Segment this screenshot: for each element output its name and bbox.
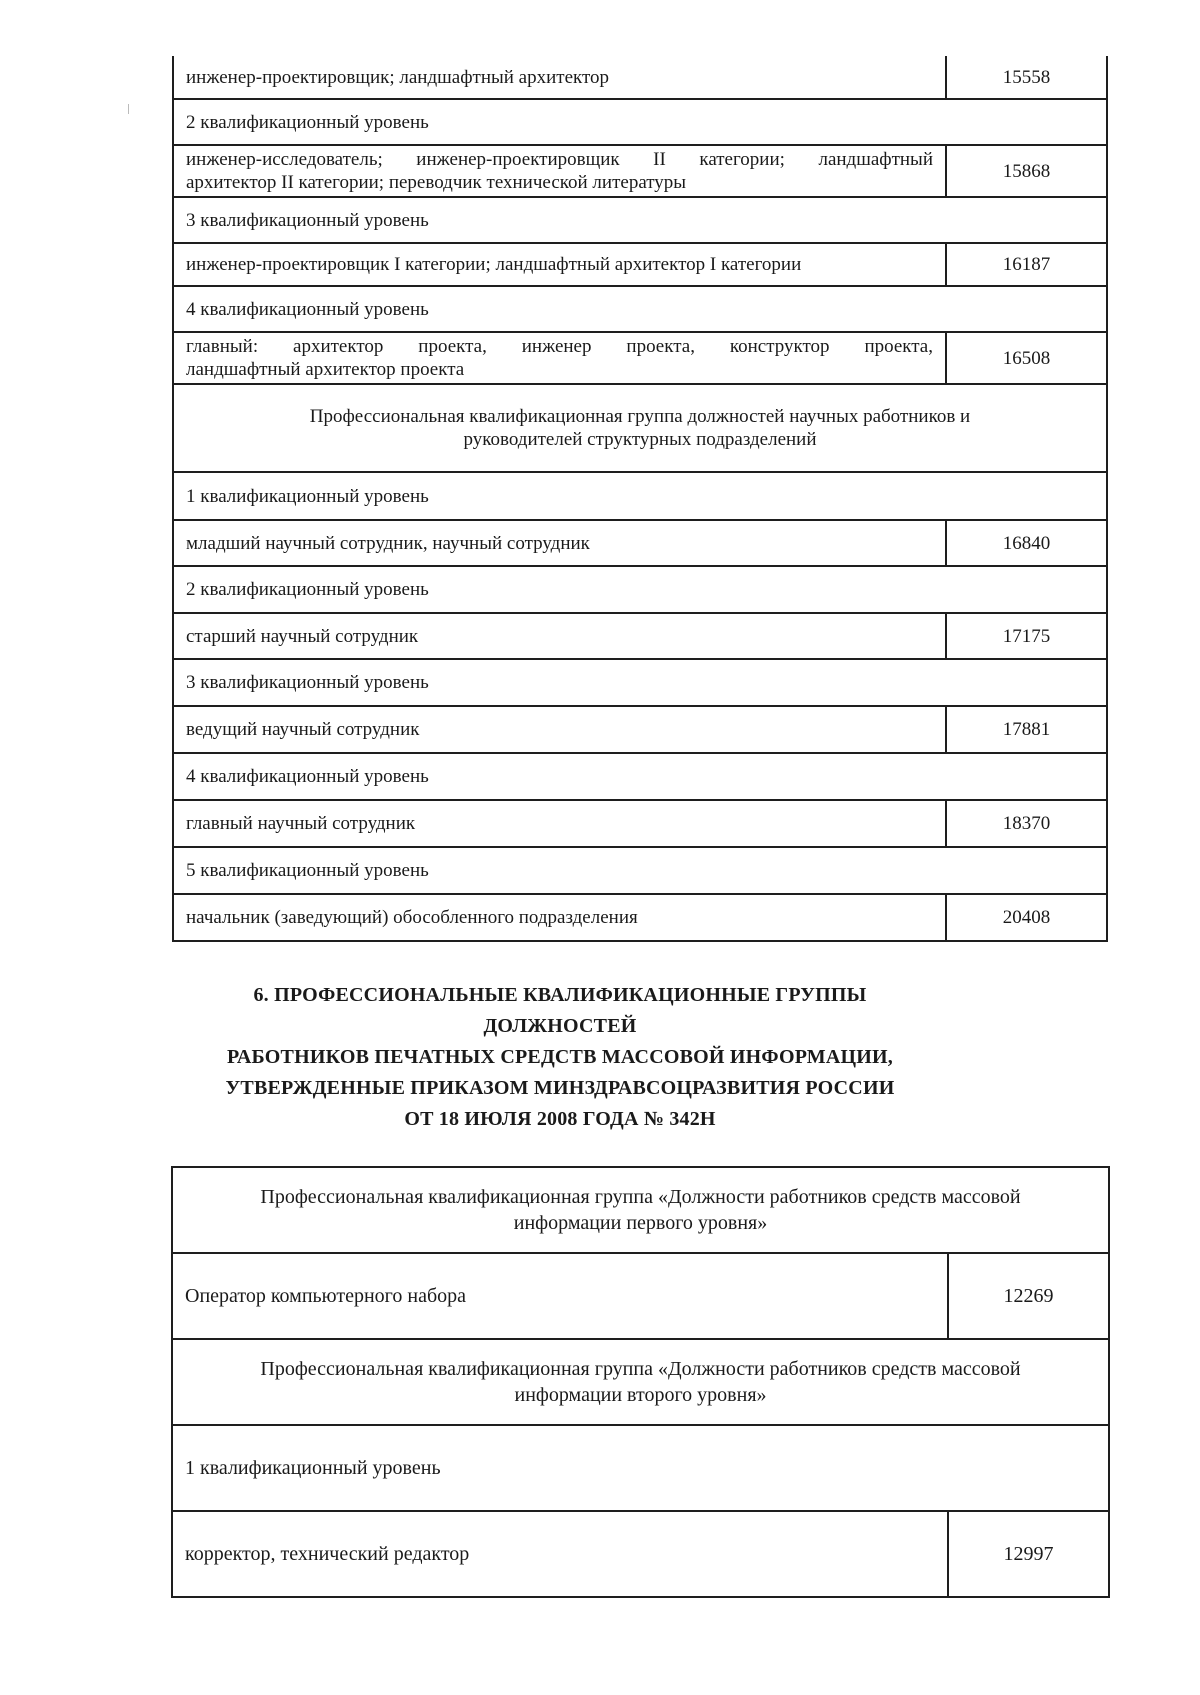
table-row bbox=[173, 332, 1107, 384]
position-cell bbox=[173, 332, 946, 384]
salary-cell: 12269 bbox=[948, 1253, 1109, 1339]
section-heading-line: РАБОТНИКОВ ПЕЧАТНЫХ СРЕДСТВ МАССОВОЙ ИНФОРМАЦИИ, bbox=[227, 1046, 893, 1068]
group-header-line: информации второго уровня» bbox=[514, 1384, 767, 1406]
qualification-level-cell: 1 квалификационный уровень bbox=[173, 472, 1107, 520]
position-cell: младший научный сотрудник, научный сотрудник bbox=[173, 520, 946, 566]
section-heading-line: ДОЛЖНОСТЕЙ bbox=[483, 1015, 637, 1037]
salary-cell: 20408 bbox=[946, 894, 1107, 941]
table-row bbox=[172, 1511, 1109, 1597]
salary-cell: 16508 bbox=[946, 332, 1107, 384]
salary-cell: 17881 bbox=[946, 706, 1107, 753]
position-cell: старший научный сотрудник bbox=[173, 613, 946, 659]
table-row bbox=[173, 847, 1107, 894]
section-heading-line: 6. ПРОФЕССИОНАЛЬНЫЕ КВАЛИФИКАЦИОННЫЕ ГРУППЫ bbox=[253, 984, 867, 1006]
table-row bbox=[173, 706, 1107, 753]
salary-table-bottom bbox=[171, 1166, 1110, 1598]
group-header-line: информации первого уровня» bbox=[513, 1212, 768, 1234]
qualification-level-cell: 3 квалификационный уровень bbox=[173, 197, 1107, 243]
table-row bbox=[173, 894, 1107, 941]
salary-cell: 15558 bbox=[946, 56, 1107, 99]
scan-margin-mark bbox=[128, 104, 129, 114]
qualification-level-cell: 4 квалификационный уровень bbox=[173, 753, 1107, 800]
table-row bbox=[173, 286, 1107, 332]
table-row bbox=[173, 800, 1107, 847]
position-cell: инженер-проектировщик I категории; ландшафтный архитектор I категории bbox=[173, 243, 946, 286]
professional-group-header bbox=[172, 1167, 1109, 1253]
group-header-line: руководителей структурных подразделений bbox=[463, 429, 817, 450]
position-line: архитектор II категории; переводчик технической литературы bbox=[186, 172, 687, 193]
salary-cell: 16187 bbox=[946, 243, 1107, 286]
salary-cell: 17175 bbox=[946, 613, 1107, 659]
table-row bbox=[173, 56, 1107, 99]
section-heading-line: УТВЕРЖДЕННЫЕ ПРИКАЗОМ МИНЗДРАВСОЦРАЗВИТИЯ РОССИИ bbox=[225, 1077, 895, 1099]
qualification-level-cell: 1 квалификационный уровень bbox=[172, 1425, 1109, 1511]
table-row bbox=[173, 243, 1107, 286]
salary-cell: 15868 bbox=[946, 145, 1107, 197]
table-row bbox=[173, 472, 1107, 520]
position-line: инженер-исследователь; инженер-проектировщик II категории; ландшафтный bbox=[186, 149, 933, 170]
table-row bbox=[173, 384, 1107, 472]
position-cell: главный научный сотрудник bbox=[173, 800, 946, 847]
qualification-level-cell: 2 квалификационный уровень bbox=[173, 99, 1107, 145]
salary-table-top bbox=[172, 56, 1108, 942]
position-line: главный: архитектор проекта, инженер проекта, конструктор проекта, bbox=[186, 336, 933, 357]
professional-group-header bbox=[173, 384, 1107, 472]
qualification-level-cell: 2 квалификационный уровень bbox=[173, 566, 1107, 613]
table-row bbox=[173, 197, 1107, 243]
position-cell bbox=[173, 145, 946, 197]
table-row bbox=[173, 520, 1107, 566]
section-heading bbox=[180, 980, 940, 1135]
table-row bbox=[172, 1253, 1109, 1339]
salary-cell: 16840 bbox=[946, 520, 1107, 566]
qualification-level-cell: 5 квалификационный уровень bbox=[173, 847, 1107, 894]
position-cell: корректор, технический редактор bbox=[172, 1511, 948, 1597]
group-header-line: Профессиональная квалификационная группа «Должности работников средств массовой bbox=[260, 1358, 1021, 1380]
position-cell: начальник (заведующий) обособленного подразделения bbox=[173, 894, 946, 941]
table-row bbox=[173, 145, 1107, 197]
table-row bbox=[173, 566, 1107, 613]
position-cell: инженер-проектировщик; ландшафтный архитектор bbox=[173, 56, 946, 99]
position-cell: Оператор компьютерного набора bbox=[172, 1253, 948, 1339]
table-row bbox=[173, 659, 1107, 706]
position-line: ландшафтный архитектор проекта bbox=[186, 359, 465, 380]
group-header-line: Профессиональная квалификационная группа «Должности работников средств массовой bbox=[260, 1186, 1021, 1208]
table-row bbox=[173, 99, 1107, 145]
table-row bbox=[172, 1425, 1109, 1511]
salary-cell: 18370 bbox=[946, 800, 1107, 847]
qualification-level-cell: 3 квалификационный уровень bbox=[173, 659, 1107, 706]
salary-cell: 12997 bbox=[948, 1511, 1109, 1597]
table-row bbox=[172, 1339, 1109, 1425]
position-cell: ведущий научный сотрудник bbox=[173, 706, 946, 753]
group-header-line: Профессиональная квалификационная группа должностей научных работников и bbox=[309, 406, 971, 427]
qualification-level-cell: 4 квалификационный уровень bbox=[173, 286, 1107, 332]
table-row bbox=[172, 1167, 1109, 1253]
professional-group-header bbox=[172, 1339, 1109, 1425]
table-row bbox=[173, 753, 1107, 800]
table-row bbox=[173, 613, 1107, 659]
section-heading-line: ОТ 18 ИЮЛЯ 2008 ГОДА № 342Н bbox=[404, 1108, 716, 1130]
